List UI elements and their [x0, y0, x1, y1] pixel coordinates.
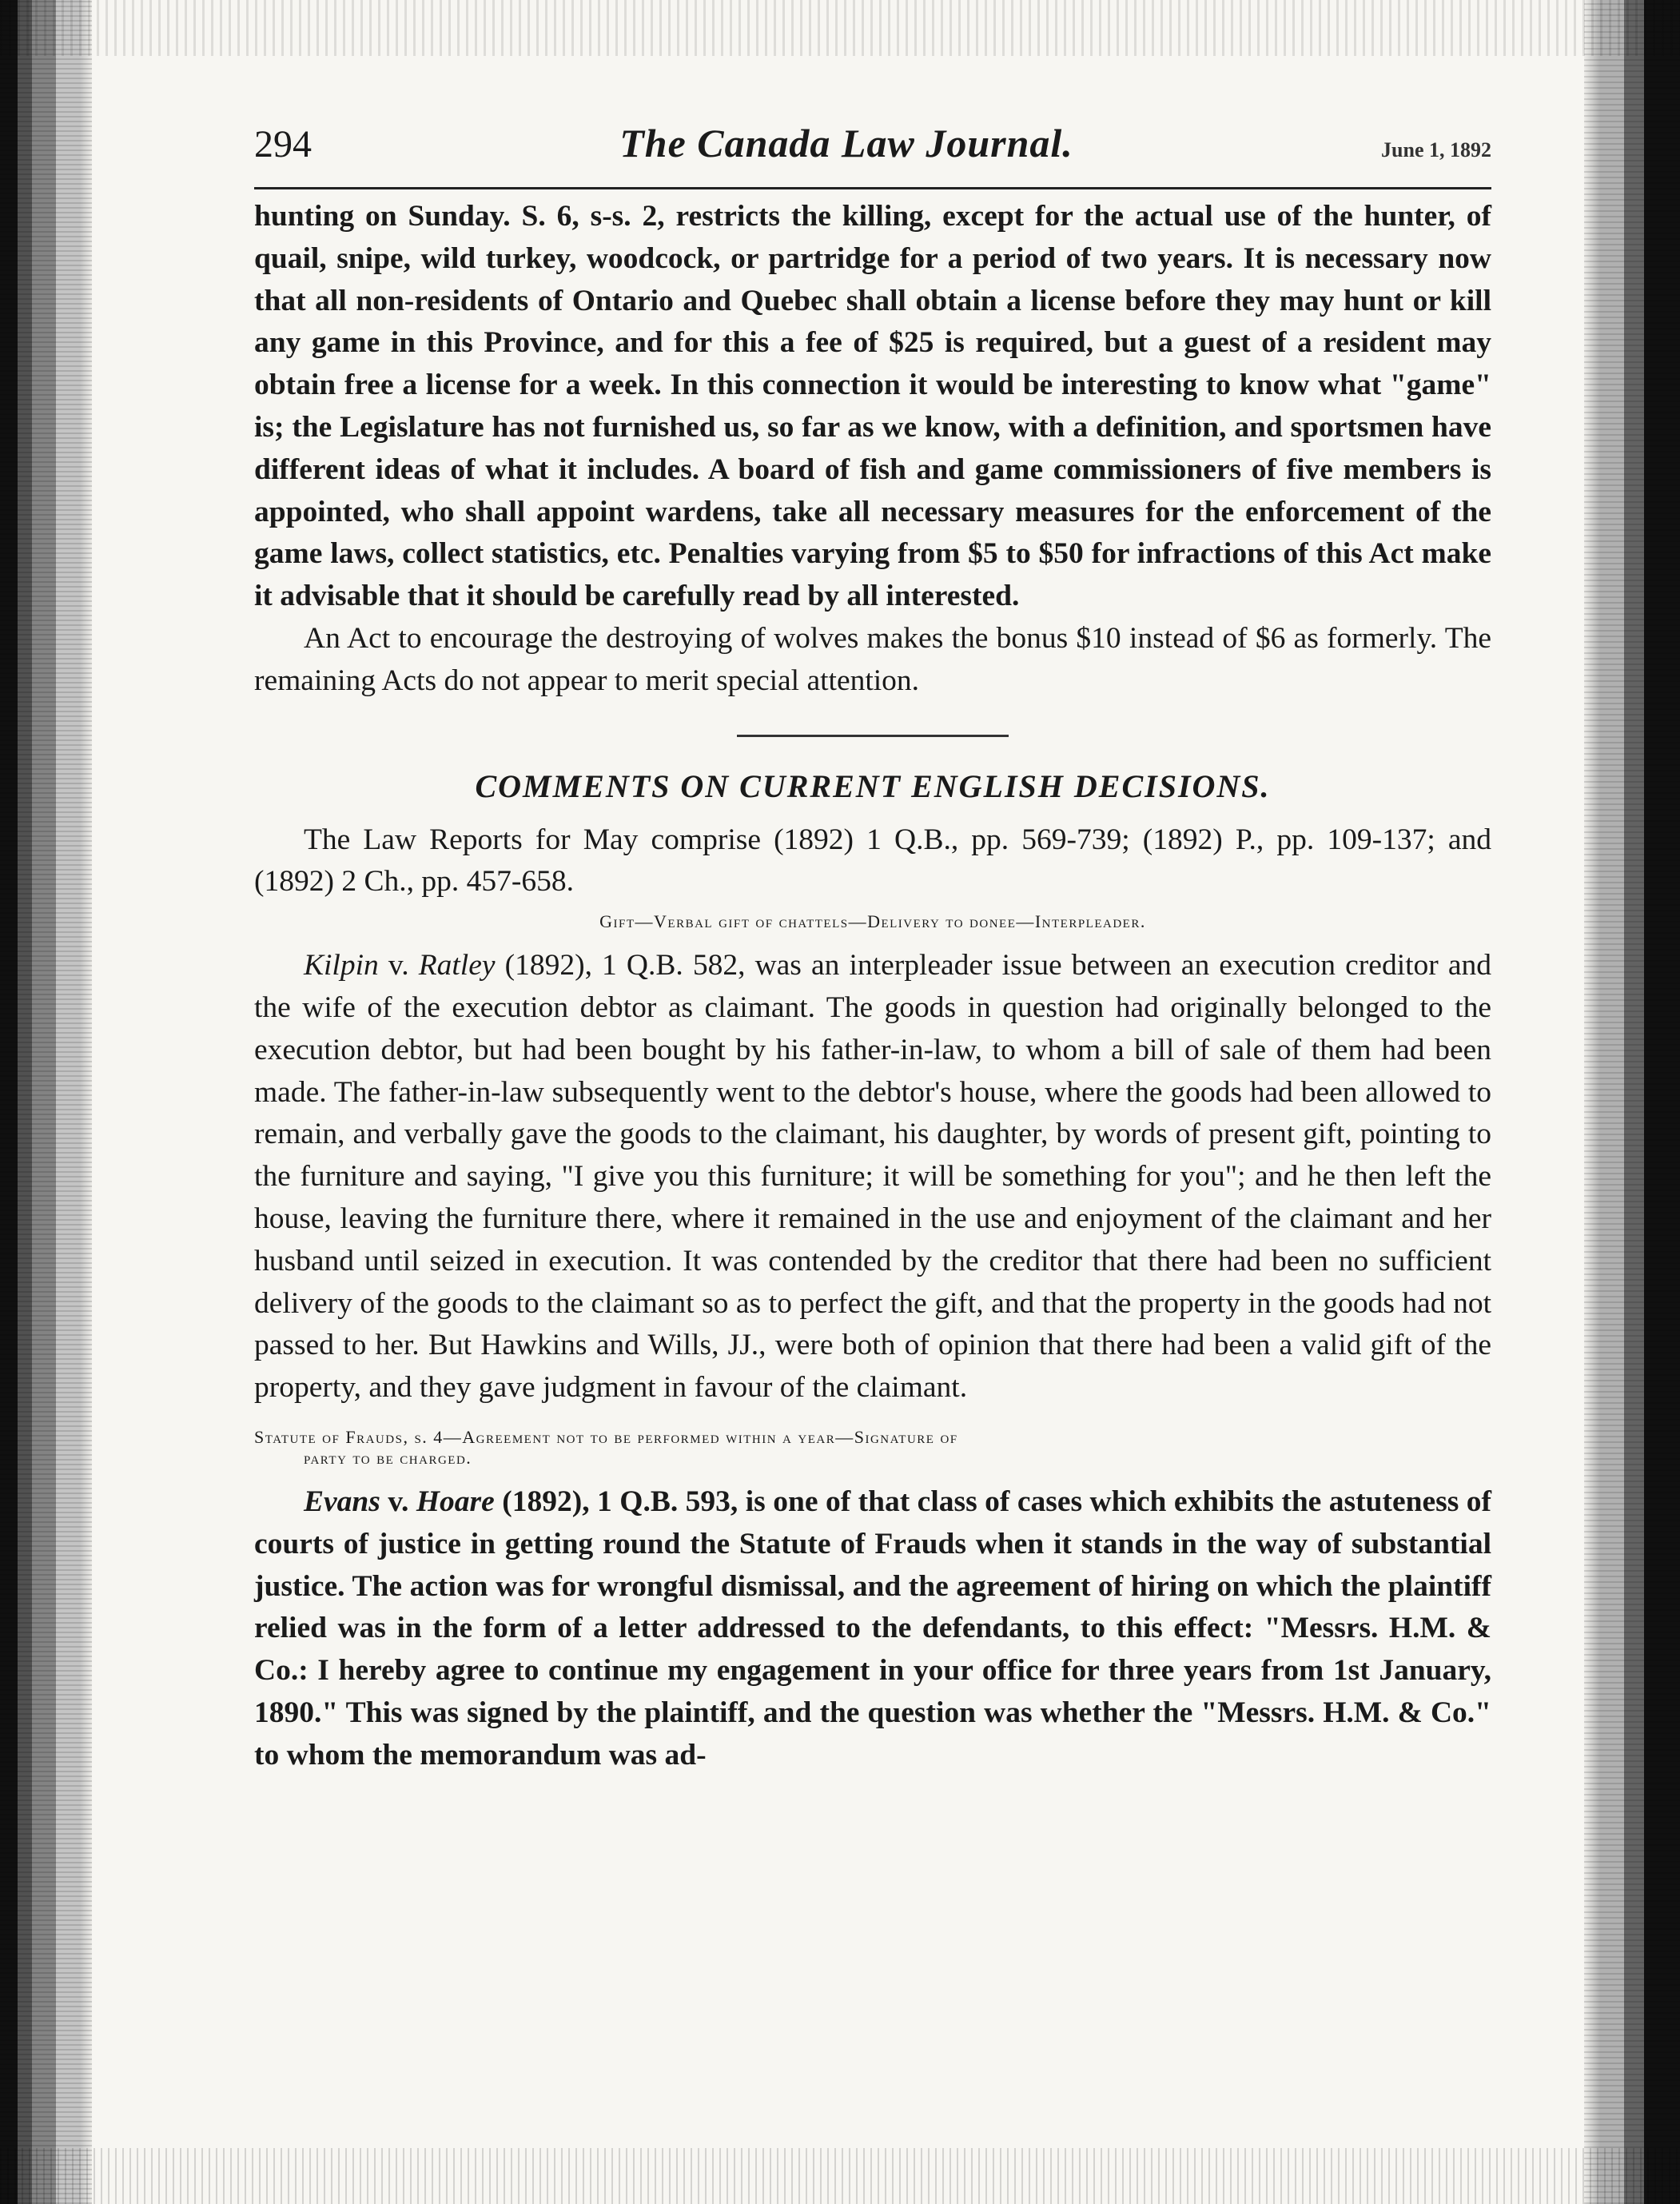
journal-page: [254, 120, 1491, 1777]
issue-date: June 1, 1892: [1381, 138, 1491, 161]
scan-right-edge: [1584, 0, 1680, 2204]
subhead-line-2: party to be charged.: [304, 1447, 472, 1468]
header-rule: [254, 187, 1491, 189]
case-defendant-name: Hoare: [416, 1485, 495, 1518]
case-kilpin-paragraph: [254, 945, 1491, 1409]
scan-top-edge: [0, 0, 1680, 56]
journal-title: The Canada Law Journal.: [619, 121, 1073, 165]
section-heading: COMMENTS ON CURRENT ENGLISH DECISIONS.: [475, 767, 1271, 804]
case-evans-text: (1892), 1 Q.B. 593, is one of that class of cases which exhibits the astuteness of courts of justice in getting round the Statute of Frauds when it stands in the way of substantial justice. The action was for wrongful dismissal, and the agreement of hiring on which the plaintiff relied was in the form of a letter addressed to the defendants, to this effect: "Messrs. H.M. & Co.: I hereby agree to continue my engagement in your office for three years from 1st January, 1890." This was signed by the plaintiff, and the question was whether the "Messrs. H.M. & Co." to whom the memorandum was ad-: [254, 1485, 1491, 1772]
section-divider: [737, 735, 1009, 737]
law-reports-intro: The Law Reports for May comprise (1892) 1 Q.B., pp. 569-739; (1892) P., pp. 109-137; and (1892) 2 Ch., pp. 457-658.: [254, 823, 1491, 899]
versus-label: v.: [388, 1485, 409, 1518]
case-subhead-gift: Gift—Verbal gift of chattels—Delivery to donee—Interpleader.: [599, 911, 1146, 932]
versus-label: v.: [388, 949, 409, 982]
scan-binding-edge: [0, 0, 92, 2204]
page-number: 294: [254, 123, 312, 165]
case-plaintiff-name: Kilpin: [304, 949, 379, 982]
case-subhead-statute: [254, 1427, 1491, 1469]
running-head: [254, 120, 1491, 176]
case-kilpin-text: (1892), 1 Q.B. 582, was an interpleader issue between an execution creditor and the wife of the execution debtor as claimant. The goods in question had originally belonged to the execution debtor, but had been bought by his father-in-law, to whom a bill of sale of them had been made. The father-in-law subsequently went to the debtor's house, where the goods had been allowed to remain, and verbally gave the goods to the claimant, his daughter, by words of present gift, pointing to the furniture and saying, "I give you this furniture; it will be something for you"; and he then left the house, leaving the furniture there, where it remained in the use and enjoyment of the claimant and her husband until seized in execution. It was contended by the creditor that there had been no sufficient delivery of the goods to the claimant so as to perfect the gift, and that the property in the goods had not passed to her. But Hawkins and Wills, JJ., were both of opinion that there had been a valid gift of the property, and they gave judgment in favour of the claimant.: [254, 949, 1492, 1405]
case-plaintiff-name: Evans: [304, 1485, 380, 1518]
subhead-line-1: Statute of Frauds, s. 4—Agreement not to be performed within a year—Signature of: [254, 1426, 958, 1447]
case-defendant-name: Ratley: [418, 949, 496, 982]
game-act-paragraph: hunting on Sunday. S. 6, s-s. 2, restricts the killing, except for the actual use of the hunter, of quail, snipe, wild turkey, woodcock, or partridge for a period of two years. It is necessary now that all non-residents of Ontario and Quebec shall obtain a license before they may hunt or kill any game in this Province, and for this a fee of $25 is required, but a guest of a resident may obtain free a license for a week. In this connection it would be interesting to know what "game" is; the Legislature has not furnished us, so far as we know, with a definition, and sportsmen have different ideas of what it includes. A board of fish and game commissioners of five members is appointed, who shall appoint wardens, take all necessary measures for the enforcement of the game laws, collect statistics, etc. Penalties varying from $5 to $50 for infractions of this Act make it advisable that it should be carefully read by all interested.: [254, 200, 1491, 613]
scan-bottom-edge: [0, 2148, 1680, 2204]
wolves-act-paragraph: An Act to encourage the destroying of wolves makes the bonus $10 instead of $6 as formerly. The remaining Acts do not appear to merit special attention.: [254, 621, 1491, 697]
case-evans-paragraph: [254, 1481, 1491, 1777]
